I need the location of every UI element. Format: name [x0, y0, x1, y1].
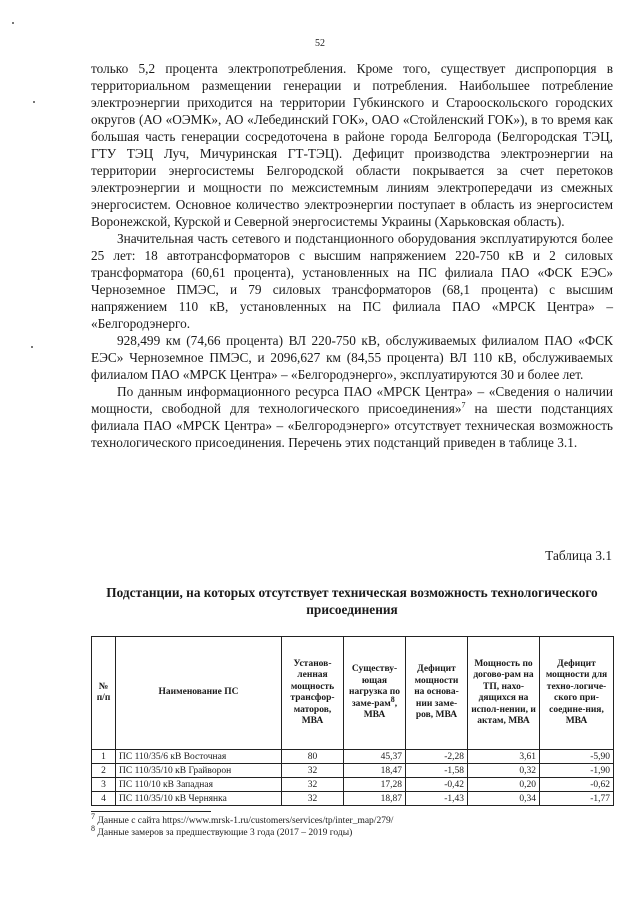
cell-capacity: 32: [282, 778, 344, 792]
paragraph-2: Значительная часть сетевого и подстанционного оборудования эксплуатируются более 25 лет: 18 автотрансформаторов с высшим напряжением 220-750 кВ и 2 силовых трансформатора (60,61 процента), установленных на ПС филиала ПАО «ФСК ЕЭС» Черноземное ПМЭС, и 79 силовых трансформаторов (68,1 процента) с высшим напряжением 110 кВ, установленных на ПС филиала ПАО «МРСК Центра» – «Белгородэнерго.: [91, 231, 613, 331]
cell-name: ПС 110/35/10 кВ Грайворон: [116, 764, 282, 778]
footnote-8: [91, 823, 393, 839]
scan-speck: [31, 346, 33, 348]
header-num: № п/п: [92, 637, 116, 750]
cell-load: 18,87: [344, 792, 406, 806]
substations-table: [91, 636, 614, 806]
footnote-text: Данные замеров за предшествующие 3 года (2017 – 2019 годы): [95, 828, 353, 838]
cell-deficit-tp: -5,90: [540, 750, 614, 764]
header-load-unit: , МВА: [363, 698, 398, 721]
cell-capacity: 80: [282, 750, 344, 764]
footnotes: [91, 811, 394, 839]
cell-contracts: 3,61: [468, 750, 540, 764]
scan-speck: [12, 22, 14, 24]
footnote-mark: 7: [91, 811, 95, 821]
header-load-text: Существу-ющая нагрузка по заме-рам: [349, 664, 400, 709]
cell-name: ПС 110/10 кВ Западная: [116, 778, 282, 792]
cell-load: 17,28: [344, 778, 406, 792]
cell-load: 18,47: [344, 764, 406, 778]
cell-deficit: -1,58: [406, 764, 468, 778]
scan-speck: [33, 101, 35, 103]
footnote-7: [91, 811, 394, 827]
table-caption: Подстанции, на которых отсутствует техническая возможность технологического присоединения: [106, 585, 598, 617]
cell-deficit-tp: -1,77: [540, 792, 614, 806]
footnote-ref-8: 8: [390, 694, 395, 704]
cell-contracts: 0,20: [468, 778, 540, 792]
cell-num: 4: [92, 792, 116, 806]
header-name: Наименование ПС: [116, 637, 282, 750]
cell-name: ПС 110/35/6 кВ Восточная: [116, 750, 282, 764]
cell-capacity: 32: [282, 792, 344, 806]
header-existing-load: [344, 637, 406, 750]
cell-num: 3: [92, 778, 116, 792]
page-number: 52: [315, 38, 325, 49]
cell-name: ПС 110/35/10 кВ Чернянка: [116, 792, 282, 806]
cell-num: 2: [92, 764, 116, 778]
header-capacity: Установ-ленная мощность трансфор-маторов, МВА: [282, 637, 344, 750]
cell-deficit-tp: -1,90: [540, 764, 614, 778]
table-row: [92, 792, 614, 806]
paragraph-4: [91, 383, 613, 451]
table-header-row: [92, 637, 614, 750]
footnote-ref-7: 7: [461, 400, 466, 410]
table-label: Таблица 3.1: [545, 548, 612, 563]
cell-deficit: -1,43: [406, 792, 468, 806]
cell-num: 1: [92, 750, 116, 764]
body-text: [91, 60, 613, 451]
header-deficit-tp: Дефицит мощности для техно-логиче-ского при-соедине-ния, МВА: [540, 637, 614, 750]
table-row: [92, 764, 614, 778]
paragraph-1: только 5,2 процента электропотребления. Кроме того, существует диспропорция в территориальном размещении генерации и потребления. Наибольшее потребление электроэнергии приходится на территории Губкинского и Старооскольского городских округов (АО «ОЭМК», АО «Лебединский ГОК», ОАО «Стойленский ГОК»), в то время как большая часть генерации сосредоточена в районе города Белгорода (Белгородская ТЭЦ, ГТУ ТЭЦ Луч, Мичуринская ГТ-ТЭЦ). Дефицит производства электроэнергии на территории энергосистемы Белгородской области покрывается за счет перетоков электроэнергии и мощности по межсистемным линиям электропередачи из смежных энергосистем. Основное количество электроэнергии поступает в область из энергосистем Воронежской, Курской и Северной энергосистемы Украины (Харьковская область).: [91, 61, 613, 229]
paragraph-3: 928,499 км (74,66 процента) ВЛ 220-750 кВ, обслуживаемых филиалом ПАО «ФСК ЕЭС» Черноземное ПМЭС, и 2096,627 км (84,55 процента) ВЛ 110 кВ, обслуживаемых филиалом ПАО «МРСК Центра» – «Белгородэнерго», эксплуатируются 30 и более лет.: [91, 333, 613, 382]
cell-contracts: 0,32: [468, 764, 540, 778]
header-deficit: Дефицит мощности на основа-нии заме-ров, МВА: [406, 637, 468, 750]
footnote-divider: [91, 811, 211, 812]
cell-deficit-tp: -0,62: [540, 778, 614, 792]
cell-load: 45,37: [344, 750, 406, 764]
header-contracts: Мощность по догово-рам на ТП, нахо-дящихся на испол-нении, и актам, МВА: [468, 637, 540, 750]
cell-deficit: -0,42: [406, 778, 468, 792]
table-row: [92, 750, 614, 764]
footnote-mark: 8: [91, 823, 95, 833]
cell-capacity: 32: [282, 764, 344, 778]
paragraph-4-text-end: на шести подстанциях филиала ПАО «МРСК Центра» – «Белгородэнерго» отсутствует техническая возможность технологического присоединения. Перечень этих подстанций приведен в таблице 3.1.: [91, 401, 613, 450]
cell-deficit: -2,28: [406, 750, 468, 764]
paragraph-4-text-start: По данным информационного ресурса ПАО «МРСК Центра» – «Сведения о наличии мощности, свободной для технологического присоединения»: [91, 384, 613, 416]
table-row: [92, 778, 614, 792]
footnote-text: Данные с сайта https://www.mrsk-1.ru/customers/services/tp/inter_map/279/: [95, 816, 394, 826]
cell-contracts: 0,34: [468, 792, 540, 806]
